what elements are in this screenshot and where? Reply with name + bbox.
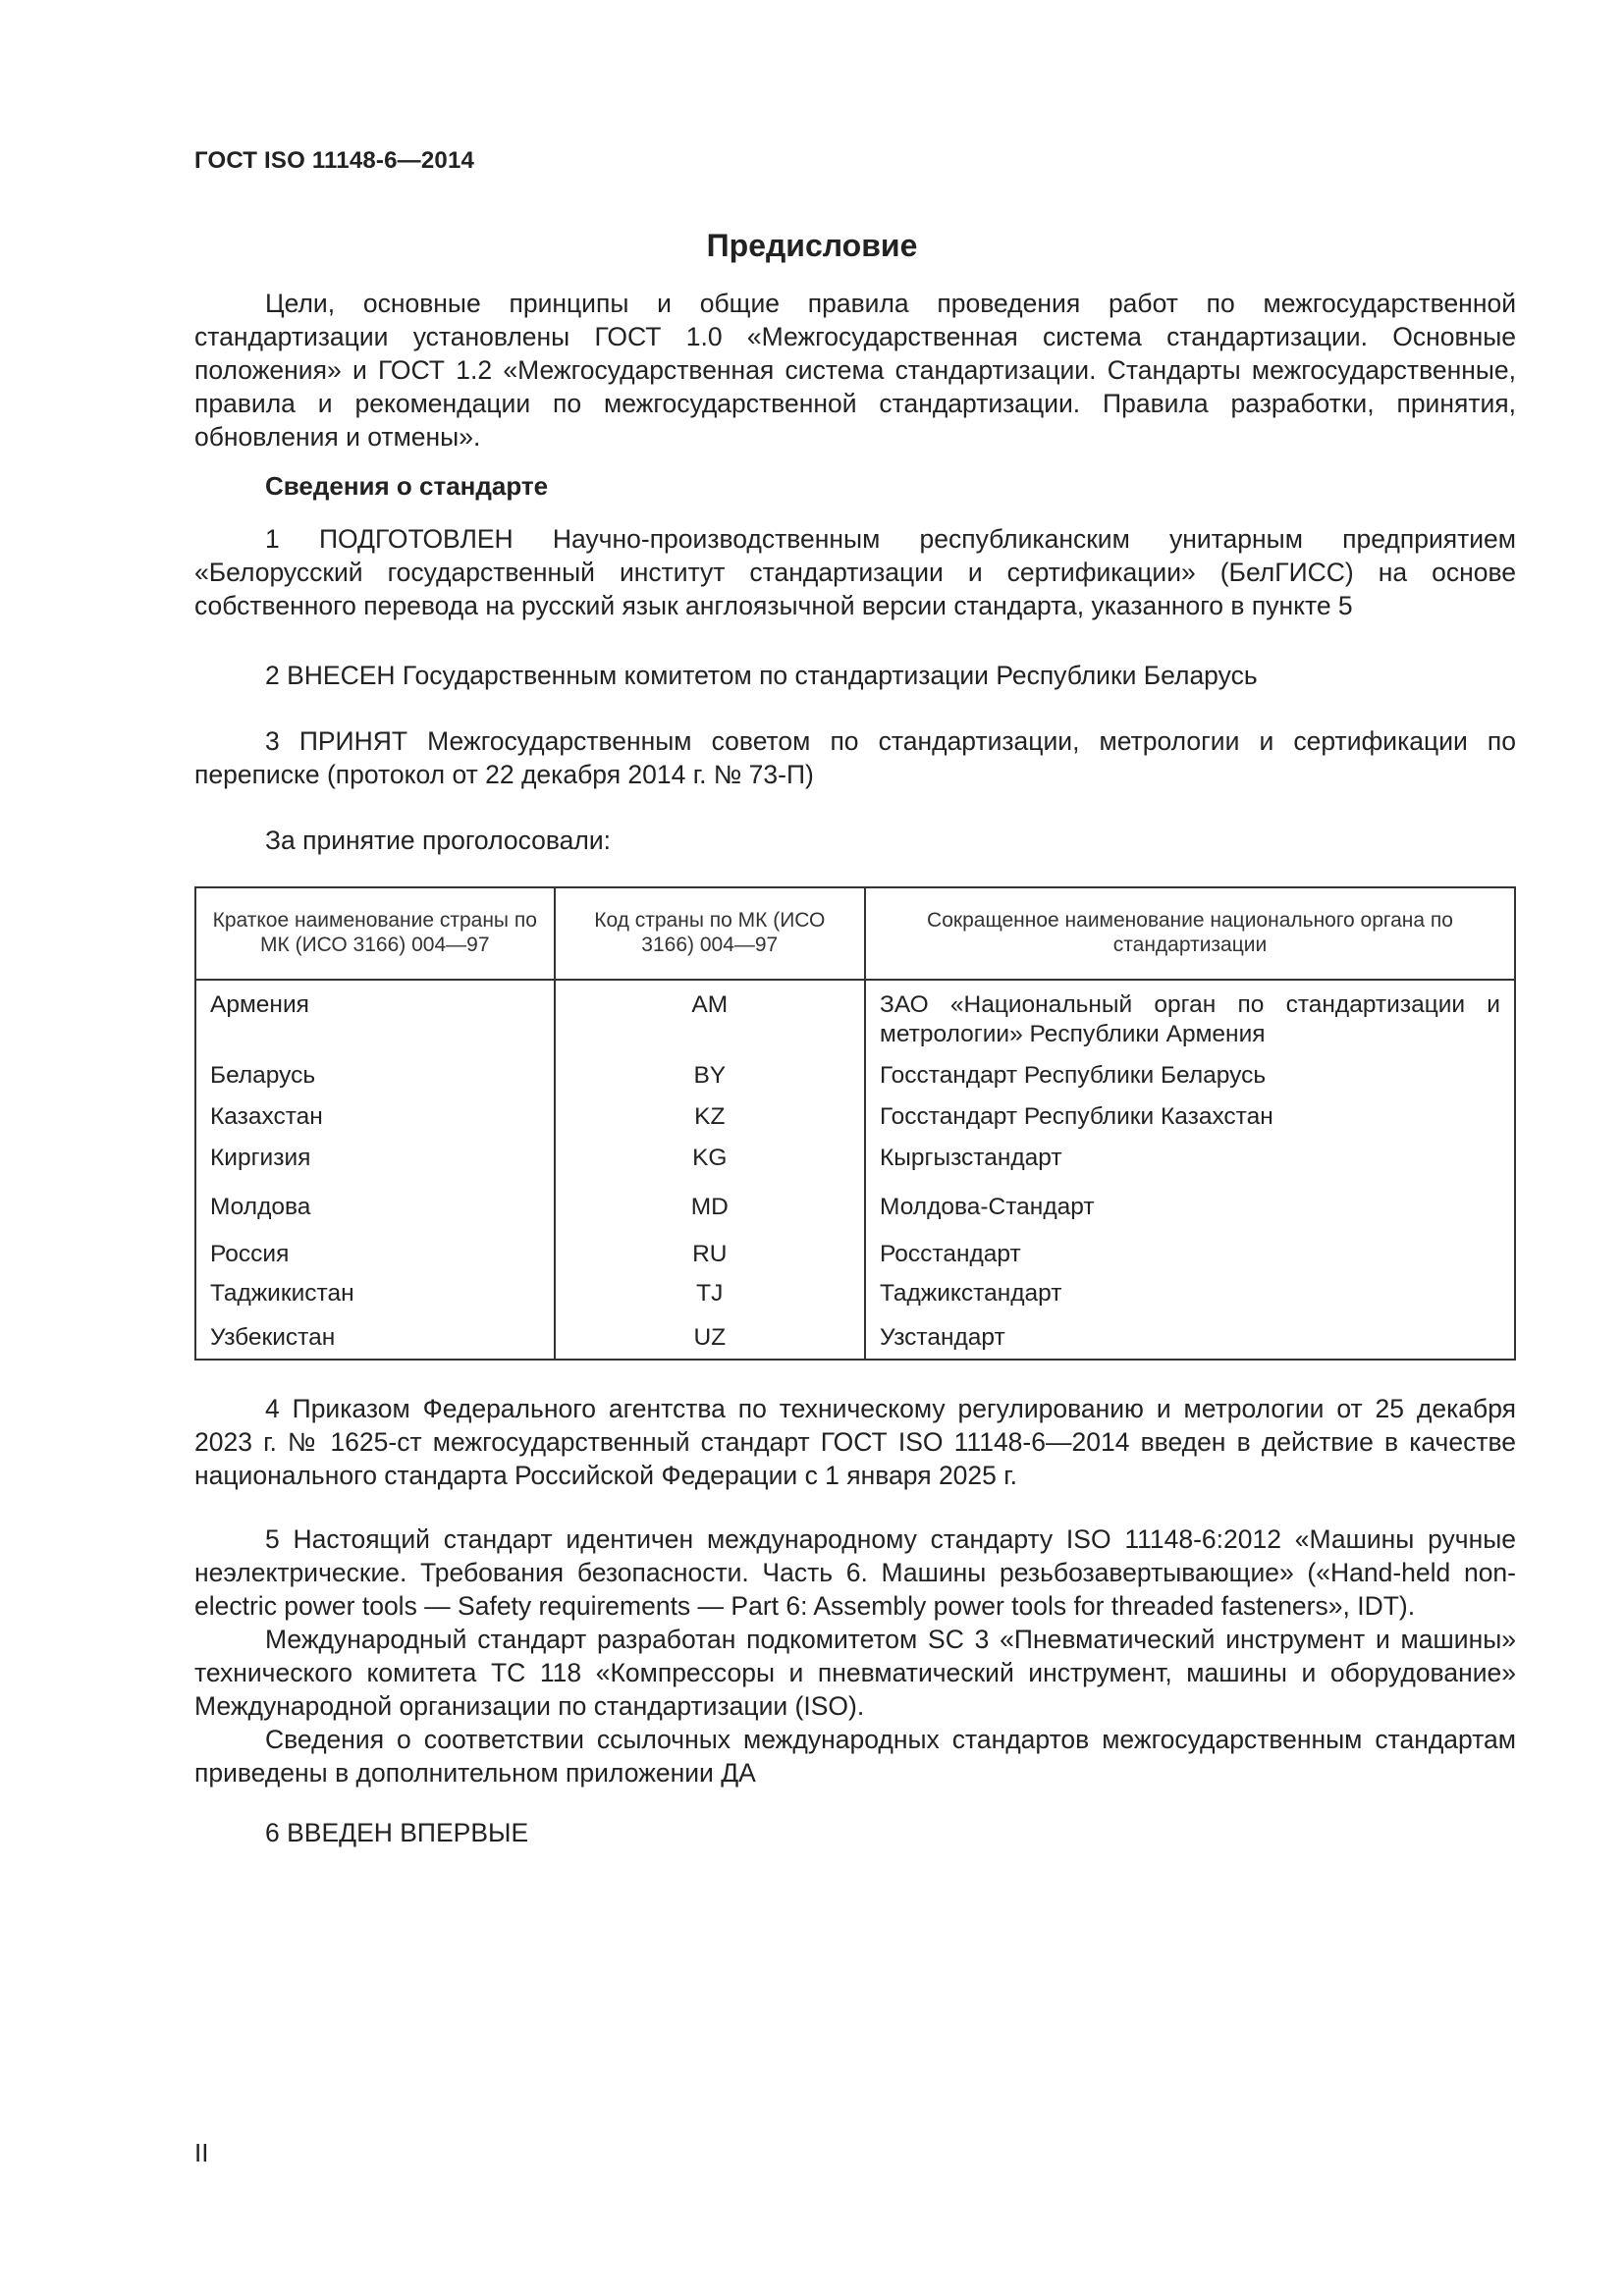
- cell-country: Беларусь: [195, 1049, 555, 1091]
- item-6-paragraph: 6 ВВЕДЕН ВПЕРВЫЕ: [265, 1818, 529, 1847]
- vote-intro-block: [194, 824, 1516, 857]
- cell-country: Армения: [195, 980, 555, 1049]
- table-header-row: [195, 887, 1515, 980]
- cell-org: ЗАО «Национальный орган по стандартизации и метрологии» Республики Армения: [865, 980, 1515, 1049]
- item-1-paragraph: 1 ПОДГОТОВЛЕН Научно-производственным республиканским унитарным предприятием «Белорусский государственный институт стандартизации и сертификации» (БелГИСС) на основе собственного перевода на русский язык англоязычной версии стандарта, указанного в пункте 5: [194, 524, 1516, 620]
- voting-countries-table: [194, 886, 1516, 1361]
- about-standard-heading: Сведения о стандарте: [265, 471, 549, 501]
- item-3-paragraph: 3 ПРИНЯТ Межгосударственным советом по стандартизации, метрологии и сертификации по переписке (протокол от 22 декабря 2014 г. № 73-П): [194, 726, 1516, 789]
- table-row: [195, 1222, 1515, 1269]
- item-2-paragraph: 2 ВНЕСЕН Государственным комитетом по стандартизации Республики Беларусь: [265, 661, 1258, 690]
- page-number: II: [194, 2138, 209, 2167]
- cell-org: Молдова-Стандарт: [865, 1173, 1515, 1222]
- table-row: [195, 1132, 1515, 1173]
- item-2-block: [194, 659, 1516, 692]
- item-4-paragraph: 4 Приказом Федерального агентства по техническому регулированию и метрологии от 25 декабря 2023 г. № 1625-ст межгосударственный стандарт ГОСТ ISO 11148-6—2014 введен в действие в качестве национального стандарта Российской Федерации с 1 января 2025 г.: [194, 1394, 1516, 1490]
- cell-code: KZ: [555, 1091, 865, 1132]
- cell-country: Казахстан: [195, 1091, 555, 1132]
- intro-block: [194, 287, 1516, 454]
- header-country-name: Краткое наименование страны по МК (ИСО 3166) 004—97: [195, 887, 555, 980]
- intro-paragraph: Цели, основные принципы и общие правила проведения работ по межгосударственной стандартизации установлены ГОСТ 1.0 «Межгосударственная система стандартизации. Основные положения» и ГОСТ 1.2 «Межгосударственная система стандартизации. Стандарты межгосударственные, правила и рекомендации по межгосударственной стандартизации. Правила разработки, принятия, обновления и отмены».: [194, 289, 1516, 452]
- cell-code: TJ: [555, 1269, 865, 1308]
- cell-country: Молдова: [195, 1173, 555, 1222]
- item-5-paragraph: 5 Настоящий стандарт идентичен международному стандарту ISO 11148-6:2012 «Машины ручные неэлектрические. Требования безопасности. Часть 6. Машины резьбозавертывающие» («Hand-held non-electric power tools — Safety requirements — Part 6: Assembly power tools for threaded fasteners», IDT).: [194, 1524, 1516, 1621]
- cell-org: Госстандарт Республики Беларусь: [865, 1049, 1515, 1091]
- header-national-body: Сокращенное наименование национального органа по стандартизации: [865, 887, 1515, 980]
- table-row: [195, 1173, 1515, 1222]
- table-row: [195, 1049, 1515, 1091]
- cell-code: KG: [555, 1132, 865, 1173]
- cell-org: Госстандарт Республики Казахстан: [865, 1091, 1515, 1132]
- item-4-block: [194, 1392, 1516, 1492]
- cell-code: MD: [555, 1173, 865, 1222]
- cell-country: Киргизия: [195, 1132, 555, 1173]
- cell-code: RU: [555, 1222, 865, 1269]
- cell-org: Росстандарт: [865, 1222, 1515, 1269]
- table-row: [195, 980, 1515, 1049]
- item-5-block: [194, 1522, 1516, 1789]
- table-row: [195, 1308, 1515, 1360]
- table-row: [195, 1269, 1515, 1308]
- cell-country: Таджикистан: [195, 1269, 555, 1308]
- cell-code: BY: [555, 1049, 865, 1091]
- cell-code: AM: [555, 980, 865, 1049]
- item-3-block: [194, 724, 1516, 791]
- item-5-developer-paragraph: Международный стандарт разработан подкомитетом SC 3 «Пневматический инструмент и машины» технического комитета TC 118 «Компрессоры и пневматический инструмент, машины и оборудование» Международной организации по стандартизации (ISO).: [194, 1625, 1516, 1721]
- item-5-references-paragraph: Сведения о соответствии ссылочных международных стандартов межгосударственным стандартам приведены в дополнительном приложении ДА: [194, 1725, 1516, 1788]
- document-code: ГОСТ ISO 11148-6—2014: [194, 147, 475, 174]
- cell-country: Россия: [195, 1222, 555, 1269]
- cell-org: Таджикстандарт: [865, 1269, 1515, 1308]
- item-6-block: [194, 1816, 1516, 1849]
- item-1-block: [194, 522, 1516, 622]
- page-title: Предисловие: [706, 228, 918, 263]
- cell-country: Узбекистан: [195, 1308, 555, 1360]
- cell-code: UZ: [555, 1308, 865, 1360]
- table-row: [195, 1091, 1515, 1132]
- header-country-code: Код страны по МК (ИСО 3166) 004—97: [555, 887, 865, 980]
- cell-org: Узстандарт: [865, 1308, 1515, 1360]
- cell-org: Кыргызстандарт: [865, 1132, 1515, 1173]
- vote-intro-text: За принятие проголосовали:: [265, 826, 612, 855]
